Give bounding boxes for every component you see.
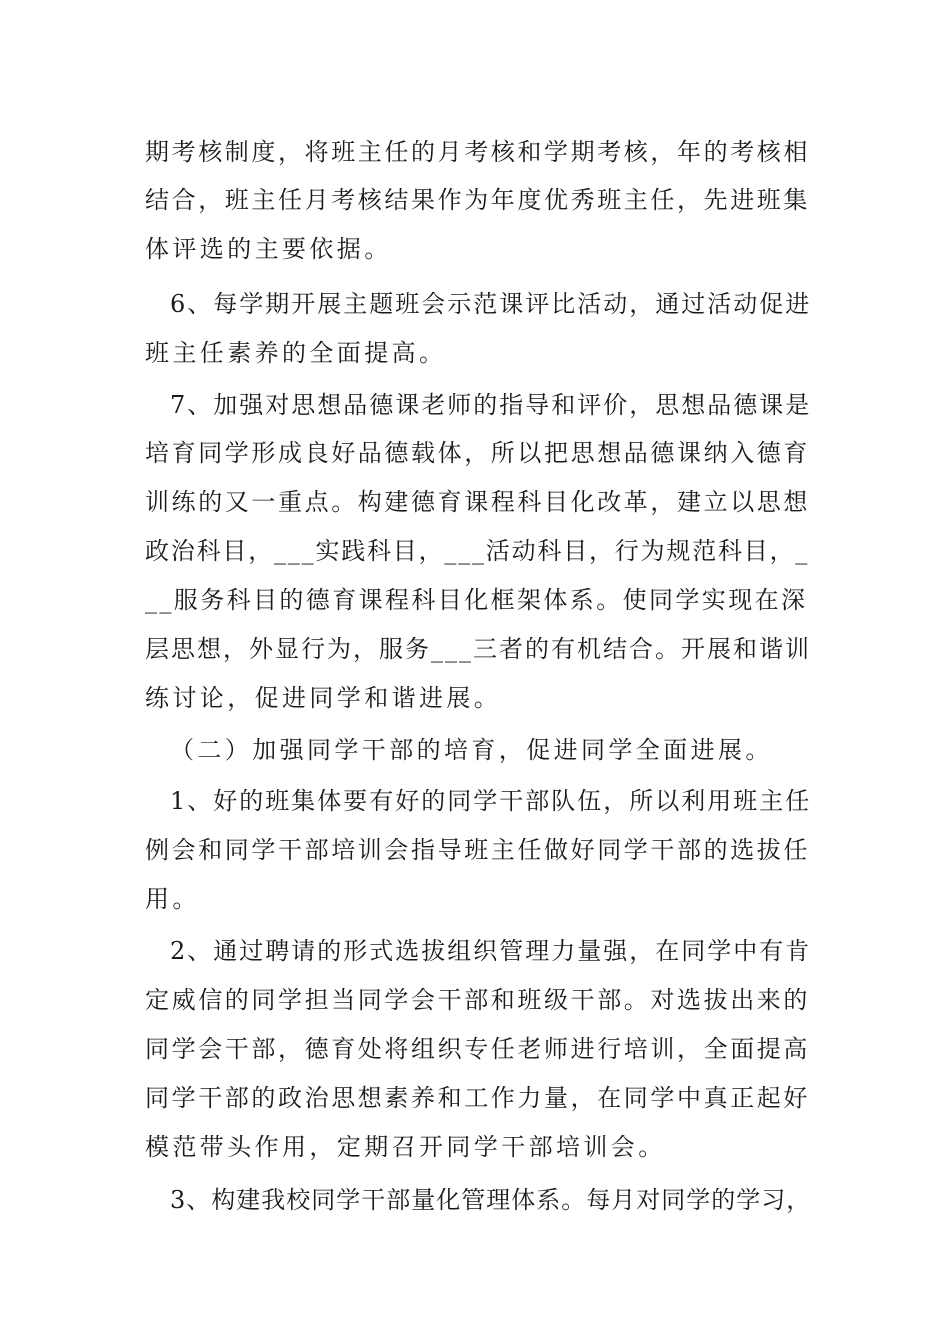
text-line: 例会和同学干部培训会指导班主任做好同学干部的选拔任 <box>145 836 810 864</box>
text-line: 体评选的主要依据。 <box>145 235 392 263</box>
paragraph-7-line: 7、加强对思想品德课老师的指导和评价，思想品德课是 <box>170 391 812 419</box>
text-line: 练讨论，促进同学和谐进展。 <box>145 684 502 712</box>
paragraph-3-line: 3、构建我校同学干部量化管理体系。每月对同学的学习， <box>170 1186 812 1214</box>
text-line: 定威信的同学担当同学会干部和班级干部。对选拔出来的 <box>145 986 810 1014</box>
text-line: 期考核制度，将班主任的月考核和学期考核，年的考核相 <box>145 138 810 166</box>
text-line: 政治科目，___实践科目，___活动科目，行为规范科目，_ <box>145 537 810 565</box>
text-line: 结合，班主任月考核结果作为年度优秀班主任，先进班集 <box>145 186 810 214</box>
text-line: 培育同学形成良好品德载体，所以把思想品德课纳入德育 <box>145 439 810 467</box>
paragraph-1-line: 1、好的班集体要有好的同学干部队伍，所以利用班主任 <box>170 787 812 815</box>
paragraph-2-line: 2、通过聘请的形式选拔组织管理力量强，在同学中有肯 <box>170 937 812 965</box>
text-line: 模范带头作用，定期召开同学干部培训会。 <box>145 1133 666 1161</box>
section-heading: （二）加强同学干部的培育，促进同学全面进展。 <box>170 736 773 764</box>
paragraph-6-line: 6、每学期开展主题班会示范课评比活动，通过活动促进 <box>170 290 812 318</box>
text-line: 用。 <box>145 885 200 913</box>
text-line: 同学会干部，德育处将组织专任老师进行培训，全面提高 <box>145 1035 810 1063</box>
text-line: 同学干部的政治思想素养和工作力量，在同学中真正起好 <box>145 1084 810 1112</box>
text-line: __服务科目的德育课程科目化框架体系。使同学实现在深 <box>145 586 808 614</box>
text-line: 班主任素养的全面提高。 <box>145 339 447 367</box>
text-line: 层思想，外显行为，服务___三者的有机结合。开展和谐训 <box>145 635 811 663</box>
text-line: 训练的又一重点。构建德育课程科目化改革，建立以思想 <box>145 488 810 516</box>
